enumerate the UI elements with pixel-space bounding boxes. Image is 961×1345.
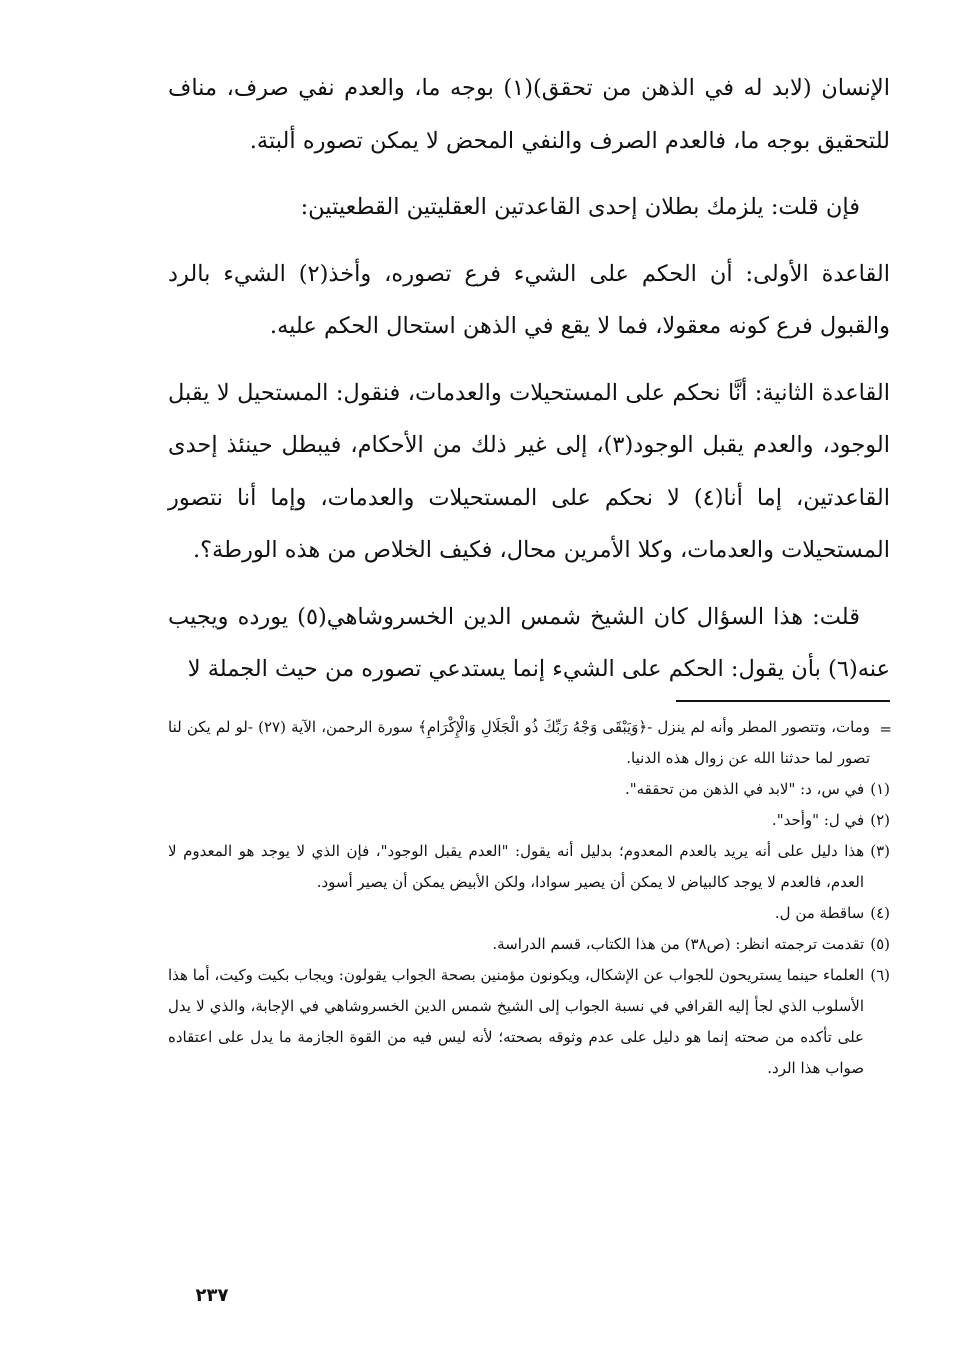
paragraph: القاعدة الثانية: أنَّا نحكم على المستحيلات والعدمات، فنقول: المستحيل لا يقبل الوجود، والعدم يقبل الوجود(٣)، إلى غير ذلك من الأحكام، فيبطل حينئذ إحدى القاعدتين، إما أنا(٤) لا نحكم على المستحيلات والعدمات، وإما أنا نتصور المستحيلات والعدمات، وكلا الأمرين محال، فكيف الخلاص من هذه الورطة؟. [168,379,890,563]
main-text [168,62,890,696]
footnote [168,898,890,929]
footnote [168,929,890,960]
footnote-text: العلماء حينما يستريحون للجواب عن الإشكال، ويكونون مؤمنين بصحة الجواب يقولون: ويجاب بكيت وكيت، أما هذا الأسلوب الذي لجأ إليه القرافي في نسبة الجواب إلى الشيخ شمس الدين الخسروشاهي في الإجابة، والذي لا يدل على تأكده من صحته إنما هو دليل على عدم وثوقه بصحته؛ لأنه ليس فيه من القوة الجازمة ما يدل على اعتقاده صواب هذا الرد. [168,966,865,1077]
paragraph: الإنسان (لابد له في الذهن من تحقق)(١) بوجه ما، والعدم نفي صرف، مناف للتحقيق بوجه ما، فالعدم الصرف والنفي المحض لا يمكن تصوره ألبتة. [168,75,890,154]
footnote-number: (٢) [870,811,890,829]
footnote-number: (٥) [870,935,890,953]
footnote-number: (٤) [870,904,890,922]
footnote-number: (٣) [870,842,890,860]
footnote-text: ساقطة من ل. [774,904,865,922]
footnote-number: (١) [870,780,890,798]
footnote-number: (٦) [870,966,890,984]
footnote [168,774,890,805]
footnote [168,805,890,836]
page-number: ٢٣٧ [195,1285,229,1306]
paragraph: القاعدة الأولى: أن الحكم على الشيء فرع تصوره، وأخذ(٢) الشيء بالرد والقبول فرع كونه معقولا، فما لا يقع في الذهن استحال الحكم عليه. [168,260,890,339]
footnote-text: ومات، وتتصور المطر وأنه لم ينزل -﴿وَيَبْقَى وَجْهُ رَبِّكَ ذُو الْجَلَالِ وَالْإِكْرَامِ﴾ سورة الرحمن، الآية (٢٧) -لو لم يكن لنا تصور لما حدثنا الله عن زوال هذه الدنيا. [168,718,870,767]
footnote-text: في ل: "وأحد". [771,811,865,829]
footnotes [168,712,890,1084]
footnote-continuation [168,712,890,774]
footnote-text: هذا دليل على أنه يريد بالعدم المعدوم؛ بدليل أنه يقول: "العدم يقبل الوجود"، فإن الذي لا يوجد هو المعدوم لا العدم، فالعدم لا يوجد كالبياض لا يمكن أن يصير سوادا، ولكن الأبيض يمكن أن يصير أسود. [168,842,865,891]
paragraph: فإن قلت: يلزمك بطلان إحدى القاعدتين العقليتين القطعيتين: [300,194,860,220]
paragraph: قلت: هذا السؤال كان الشيخ شمس الدين الخسروشاهي(٥) يورده ويجيب عنه(٦) بأن يقول: الحكم على الشيء إنما يستدعي تصوره من حيث الجملة لا [168,603,890,682]
footnote [168,960,890,1084]
footnote-text: في س، د: "لابد في الذهن من تحققه". [624,780,865,798]
footnote [168,836,890,898]
footnote-divider [676,700,890,702]
footnote-text: تقدمت ترجمته انظر: (ص٣٨) من هذا الكتاب، قسم الدراسة. [492,935,865,953]
continuation-marker: = [879,720,892,738]
